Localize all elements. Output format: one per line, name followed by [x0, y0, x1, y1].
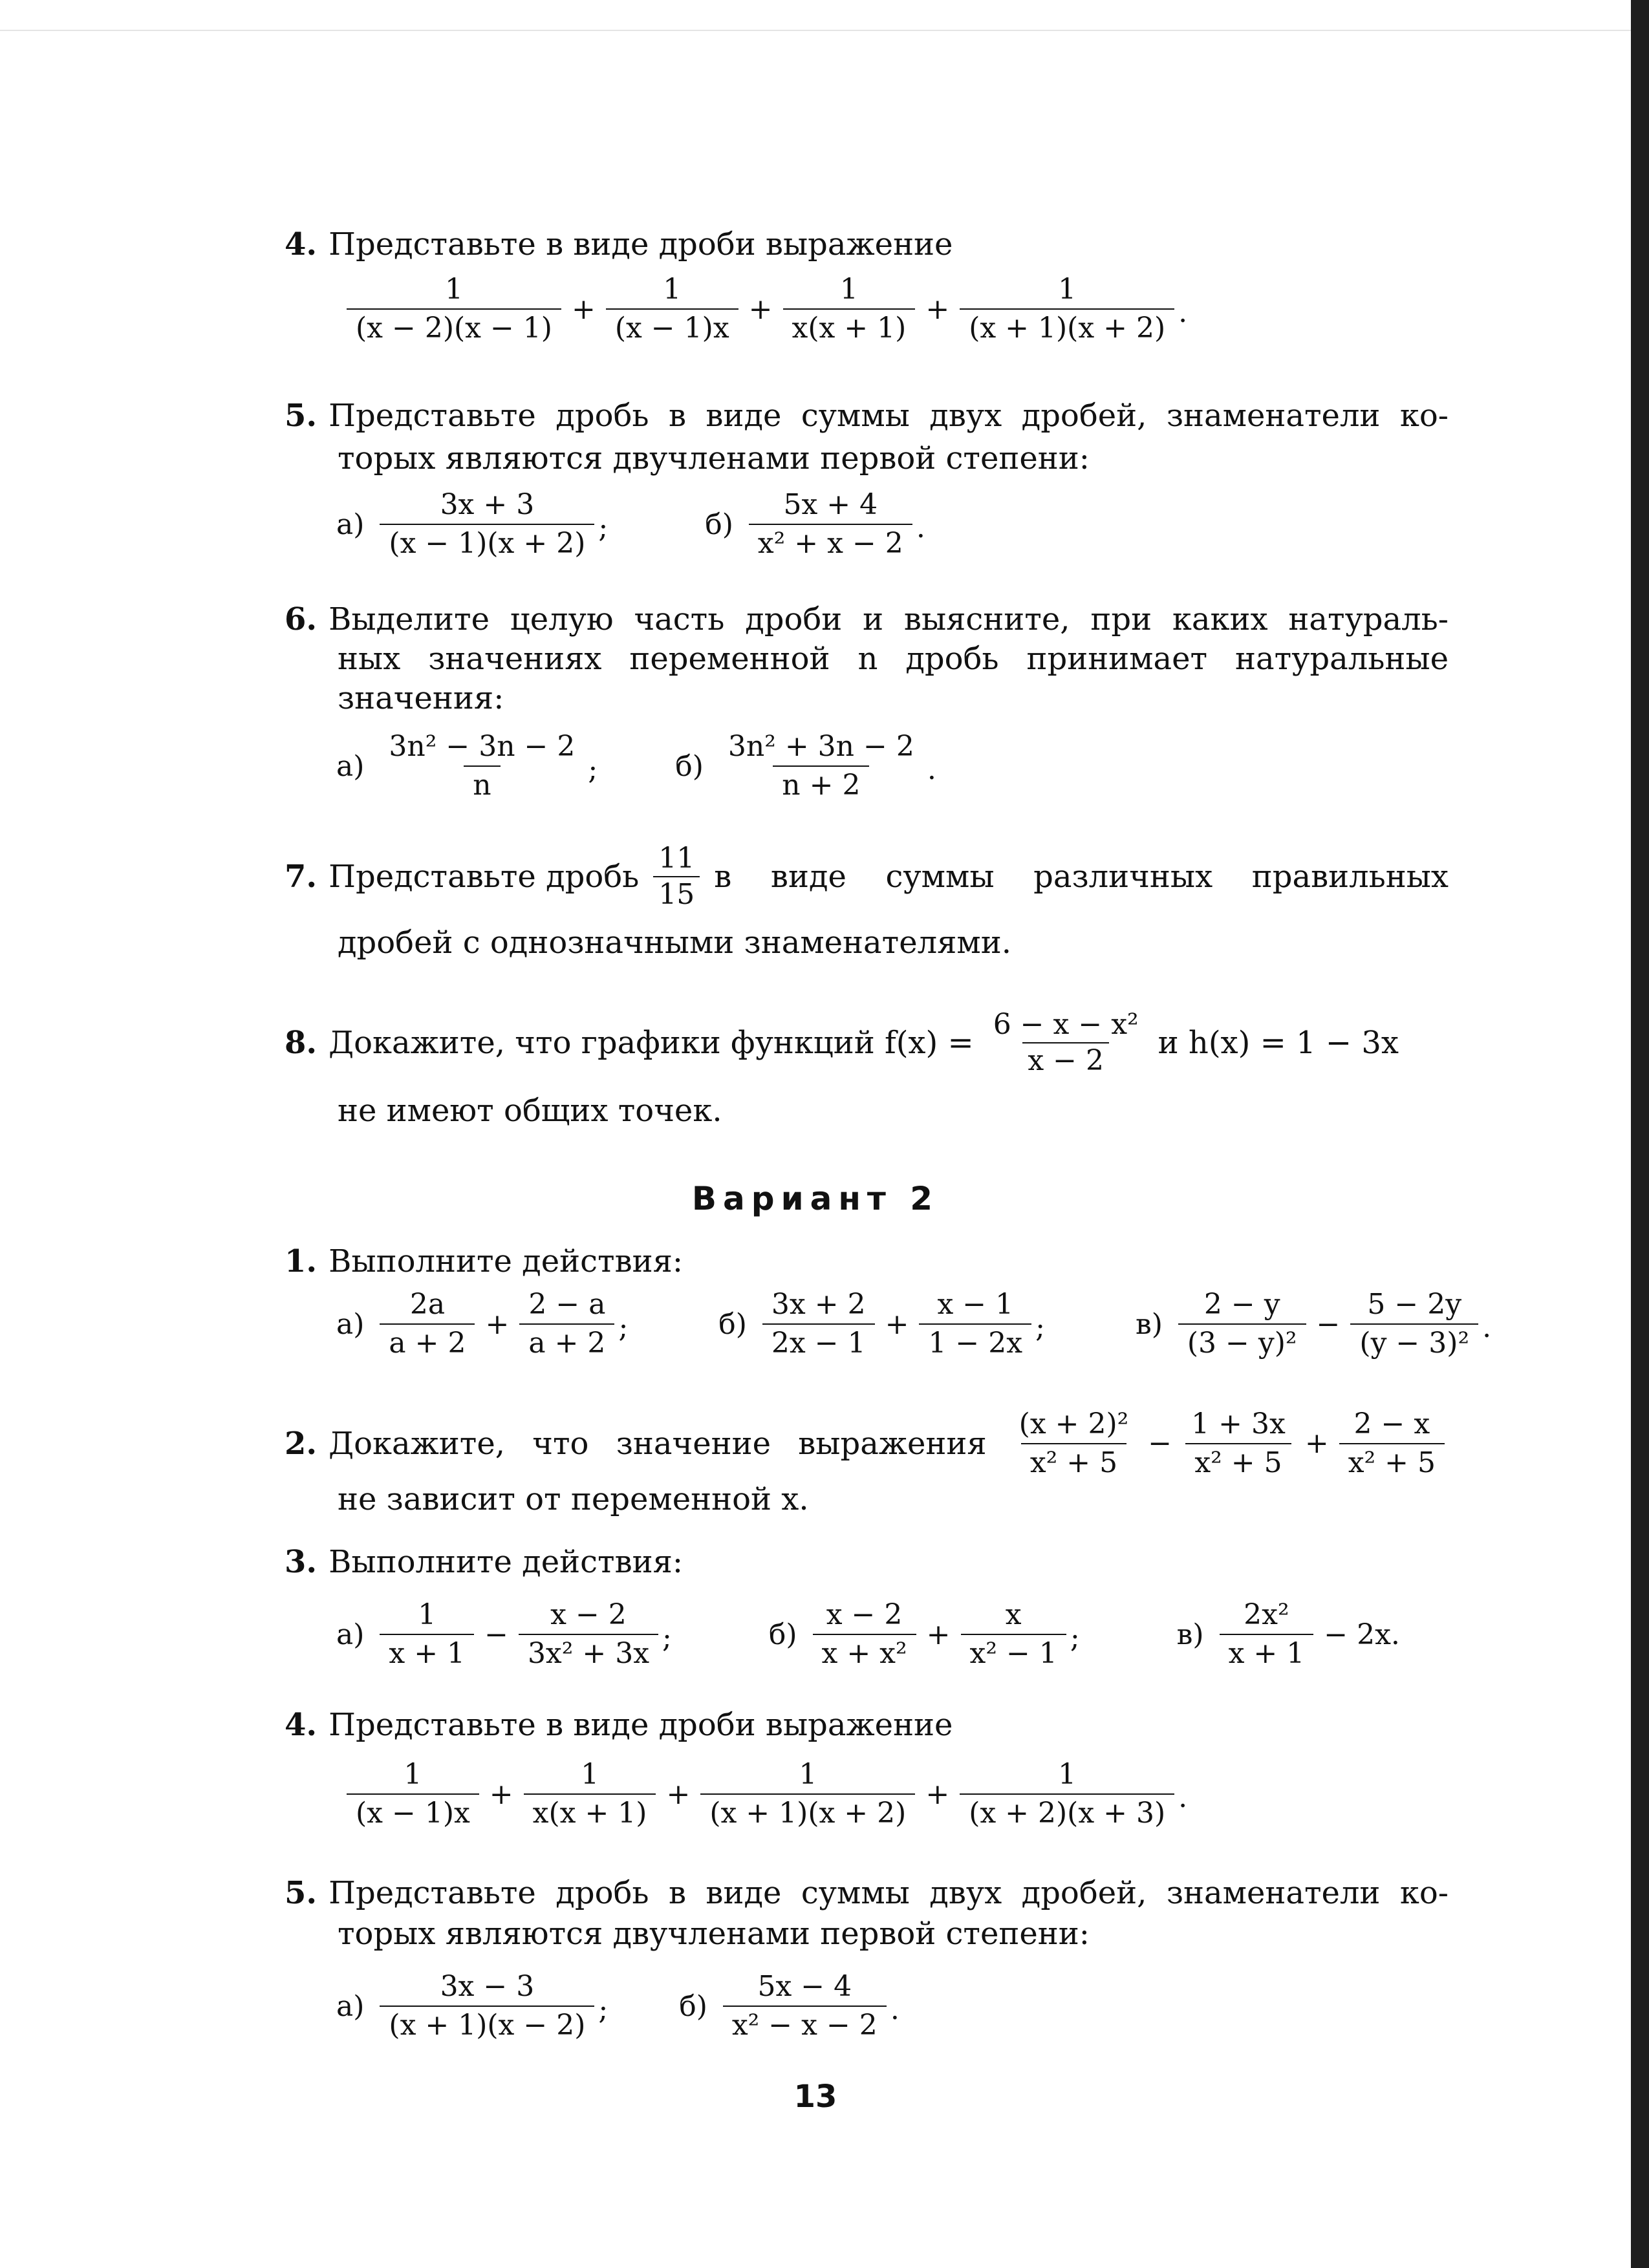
- operator: +: [926, 1618, 951, 1651]
- numerator: 3x − 3: [440, 1970, 535, 2003]
- fraction: [380, 1290, 475, 1358]
- v1-problem-7-line1: [285, 844, 1449, 910]
- v1-problem-7-line2: дробей с однозначными знаменателями.: [338, 925, 1011, 961]
- v1-problem-6-line1: [285, 598, 1449, 641]
- option-label-b: б): [679, 1989, 707, 2023]
- v2-problem-3-fractions: [336, 1600, 1406, 1669]
- fraction: [960, 275, 1174, 343]
- fraction: [749, 490, 912, 559]
- numerator: 1: [1058, 1758, 1077, 1791]
- numerator: x − 1: [937, 1288, 1014, 1321]
- denominator: a + 2: [519, 1323, 614, 1358]
- punctuation: ;: [662, 1621, 672, 1655]
- operator: +: [748, 292, 773, 326]
- punctuation: .: [1178, 1781, 1188, 1815]
- v1-problem-8-line2: не имеют общих точек.: [338, 1093, 722, 1129]
- operator: +: [485, 1307, 510, 1341]
- fraction: [519, 1290, 614, 1358]
- fraction: [813, 1600, 916, 1669]
- numerator: 5x − 4: [757, 1970, 852, 2003]
- operator: −: [1316, 1307, 1341, 1341]
- problem-text: Выполните действия:: [329, 1243, 684, 1279]
- tail-expression: − 2x.: [1324, 1618, 1400, 1651]
- numerator: x − 2: [550, 1598, 627, 1631]
- option-label-a: а): [336, 749, 365, 783]
- operator: +: [666, 1777, 691, 1811]
- v1-problem-5-line2: торых являются двучленами первой степени:: [338, 440, 1090, 476]
- fraction: [380, 490, 594, 559]
- fraction: [380, 1600, 474, 1669]
- fraction: [723, 1972, 887, 2040]
- denominator: (y − 3)²: [1350, 1323, 1478, 1358]
- numerator: 6 − x − x²: [993, 1008, 1139, 1041]
- punctuation: ;: [1070, 1621, 1080, 1655]
- v1-problem-4-expression: [343, 275, 1187, 343]
- denominator: 2x − 1: [762, 1323, 875, 1358]
- numerator: 5x + 4: [783, 488, 878, 521]
- fraction: [1010, 1409, 1138, 1478]
- v2-problem-2-line1: [285, 1409, 1449, 1478]
- numerator: 1: [799, 1758, 817, 1791]
- problem-text: Докажите, что значение выражения: [329, 1426, 987, 1462]
- numerator: (x + 2)²: [1018, 1407, 1129, 1440]
- numerator: 3x + 2: [771, 1288, 866, 1321]
- operator: +: [489, 1777, 513, 1811]
- problem-number: 7.: [285, 859, 318, 895]
- v2-problem-4-expression: [343, 1760, 1187, 1828]
- denominator: 1 − 2x: [919, 1323, 1031, 1358]
- problem-number: 5.: [285, 398, 318, 434]
- variant-title: Вариант 2: [691, 1180, 940, 1217]
- punctuation: ;: [598, 511, 609, 545]
- fraction: [380, 732, 584, 800]
- numerator: x: [1005, 1598, 1022, 1631]
- operator: −: [1148, 1427, 1172, 1460]
- denominator: 15: [653, 876, 700, 910]
- option-label-a: а): [336, 1989, 365, 2023]
- problem-text: Докажите, что графики функций f(x) =: [329, 1025, 974, 1062]
- problem-text: Представьте в виде дроби выражение: [329, 226, 953, 262]
- v2-problem-2-expression: [1006, 1409, 1449, 1478]
- fraction: [519, 1600, 658, 1669]
- fraction: [1182, 1409, 1295, 1478]
- denominator: x + x²: [813, 1634, 916, 1669]
- numerator: 2 − x: [1353, 1407, 1430, 1440]
- fraction: [606, 275, 738, 343]
- option-label-b: б): [768, 1618, 797, 1651]
- v2-problem-5-line2: торых являются двучленами первой степени:: [338, 1916, 1090, 1952]
- fraction: [988, 1010, 1144, 1076]
- problem-number: 4.: [285, 1707, 318, 1743]
- problem-text: Представьте дробь в виде суммы двух дробей, знаменатели ко-: [329, 1875, 1449, 1911]
- fraction: [783, 275, 916, 343]
- v2-problem-3: [285, 1541, 1449, 1583]
- fraction: [700, 1760, 915, 1828]
- denominator: (x + 1)(x + 2): [700, 1793, 915, 1828]
- numerator: 1: [581, 1758, 599, 1791]
- fraction: [1350, 1290, 1478, 1358]
- v1-problem-6-line3: значения:: [338, 680, 504, 716]
- numerator: 1: [663, 273, 682, 306]
- option-label-c: в): [1176, 1618, 1204, 1651]
- v1-problem-5-line1: [285, 394, 1449, 437]
- denominator: (3 − y)²: [1178, 1323, 1306, 1358]
- numerator: 2 − y: [1203, 1288, 1280, 1321]
- v1-problem-4: [285, 223, 1449, 266]
- fraction: [719, 732, 923, 800]
- problem-number: 3.: [285, 1544, 318, 1580]
- problem-text: Представьте в виде дроби выражение: [329, 1707, 953, 1743]
- problem-number: 2.: [285, 1426, 318, 1462]
- punctuation: ;: [598, 1993, 609, 2027]
- denominator: x − 2: [1022, 1042, 1109, 1076]
- punctuation: .: [890, 1993, 900, 2027]
- denominator: (x − 1)x: [347, 1793, 479, 1828]
- numerator: 2a: [409, 1288, 446, 1321]
- v2-problem-4: [285, 1704, 1449, 1746]
- v1-problem-6-fractions: [336, 732, 936, 800]
- denominator: x(x + 1): [783, 308, 916, 343]
- option-label-a: а): [336, 1618, 365, 1651]
- numerator: 3x + 3: [440, 488, 535, 521]
- denominator: x² − 1: [961, 1634, 1066, 1669]
- option-label-b: б): [705, 508, 733, 541]
- numerator: 3n² + 3n − 2: [727, 730, 914, 763]
- operator: +: [885, 1307, 909, 1341]
- denominator: (x − 1)(x + 2): [380, 524, 594, 559]
- denominator: (x + 2)(x + 3): [960, 1793, 1174, 1828]
- v1-problem-8-line1: [285, 1010, 1449, 1076]
- v1-problem-6-line2: ных значениях переменной n дробь принимает натуральные: [338, 641, 1449, 677]
- option-label-b: б): [675, 749, 704, 783]
- problem-text: Выделите целую часть дроби и выясните, при каких натураль-: [329, 601, 1449, 637]
- v2-problem-5-fractions: [336, 1972, 900, 2040]
- problem-text: Выполните действия:: [329, 1544, 684, 1580]
- punctuation: .: [1178, 296, 1188, 330]
- fraction: [762, 1290, 875, 1358]
- option-label-c: в): [1135, 1307, 1163, 1341]
- fraction: [961, 1600, 1066, 1669]
- fraction: [1220, 1600, 1314, 1669]
- fraction: [347, 275, 561, 343]
- denominator: x² + 5: [1185, 1443, 1291, 1478]
- punctuation: .: [927, 753, 936, 787]
- fraction: [524, 1760, 656, 1828]
- operator: −: [484, 1618, 508, 1651]
- fraction: [1339, 1409, 1445, 1478]
- operator: +: [1304, 1427, 1329, 1460]
- denominator: n + 2: [773, 765, 869, 800]
- numerator: 5 − 2y: [1367, 1288, 1462, 1321]
- denominator: x + 1: [1220, 1634, 1314, 1669]
- denominator: x² − x − 2: [723, 2006, 887, 2040]
- problem-number: 1.: [285, 1243, 318, 1279]
- denominator: x² + x − 2: [749, 524, 912, 559]
- denominator: 3x² + 3x: [519, 1634, 658, 1669]
- numerator: 2x²: [1244, 1598, 1289, 1631]
- numerator: 3n² − 3n − 2: [389, 730, 576, 763]
- punctuation: .: [916, 511, 925, 545]
- problem-text-continued: в виде суммы различных правильных: [714, 859, 1449, 895]
- punctuation: ;: [1035, 1311, 1045, 1345]
- denominator: x + 1: [380, 1634, 474, 1669]
- denominator: a + 2: [380, 1323, 475, 1358]
- fraction: [960, 1760, 1174, 1828]
- problem-number: 4.: [285, 226, 318, 262]
- punctuation: ;: [618, 1311, 629, 1345]
- option-label-a: а): [336, 1307, 365, 1341]
- numerator: 1: [418, 1598, 436, 1631]
- denominator: x(x + 1): [524, 1793, 656, 1828]
- denominator: (x + 1)(x + 2): [960, 308, 1174, 343]
- option-label-a: а): [336, 508, 365, 541]
- punctuation: .: [1482, 1311, 1492, 1345]
- v2-problem-2-line2: не зависит от переменной x.: [338, 1481, 809, 1517]
- operator: +: [925, 292, 950, 326]
- v2-problem-5-line1: [285, 1872, 1449, 1914]
- punctuation: ;: [588, 753, 598, 787]
- v2-problem-1: [285, 1240, 1449, 1283]
- numerator: x − 2: [826, 1598, 903, 1631]
- numerator: 1 + 3x: [1191, 1407, 1286, 1440]
- numerator: 1: [444, 273, 463, 306]
- denominator: x² + 5: [1339, 1443, 1445, 1478]
- numerator: 1: [404, 1758, 422, 1791]
- operator: +: [571, 292, 596, 326]
- fraction: [919, 1290, 1031, 1358]
- numerator: 1: [839, 273, 858, 306]
- page-number: 13: [793, 2079, 837, 2115]
- problem-text: Представьте дробь: [329, 859, 640, 895]
- v1-problem-5-fractions: [336, 490, 925, 559]
- denominator: (x + 1)(x − 2): [380, 2006, 594, 2040]
- problem-number: 8.: [285, 1025, 318, 1062]
- fraction-11-15: [653, 844, 700, 910]
- fraction: [1178, 1290, 1306, 1358]
- option-label-b: б): [718, 1307, 747, 1341]
- denominator: x² + 5: [1021, 1443, 1126, 1478]
- fraction: [347, 1760, 479, 1828]
- problem-number: 5.: [285, 1875, 318, 1911]
- scan-top-edge: [0, 30, 1631, 31]
- denominator: n: [464, 765, 500, 800]
- v2-problem-1-fractions: [336, 1290, 1491, 1358]
- numerator: 1: [1058, 273, 1077, 306]
- numerator: 2 − a: [528, 1288, 606, 1321]
- denominator: (x − 1)x: [606, 308, 738, 343]
- operator: +: [925, 1777, 950, 1811]
- problem-text: Представьте дробь в виде суммы двух дробей, знаменатели ко-: [329, 398, 1449, 434]
- fraction: [380, 1972, 594, 2040]
- scan-right-edge: [1631, 0, 1649, 2268]
- problem-number: 6.: [285, 601, 318, 637]
- numerator: 11: [658, 842, 695, 875]
- denominator: (x − 2)(x − 1): [347, 308, 561, 343]
- problem-text-continued: и h(x) = 1 − 3x: [1158, 1025, 1399, 1062]
